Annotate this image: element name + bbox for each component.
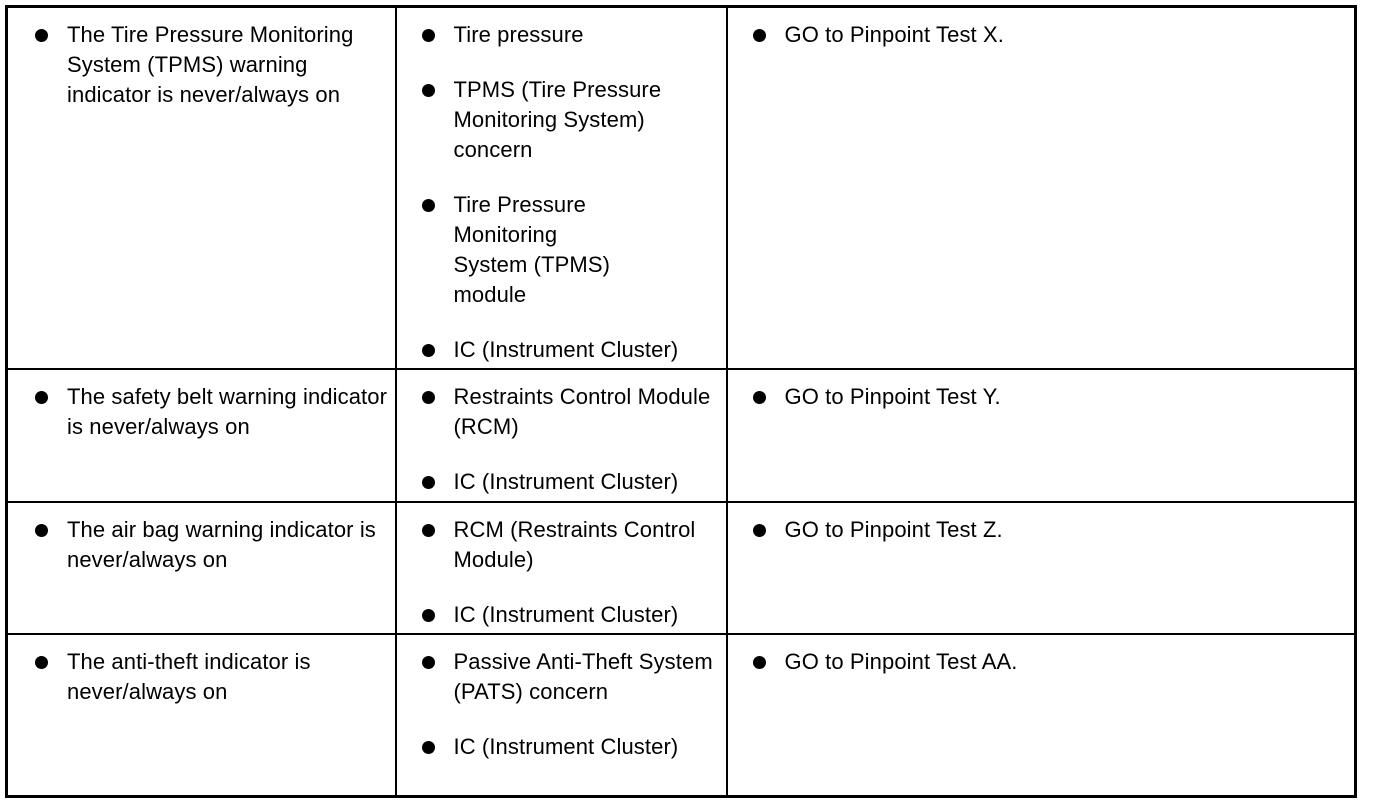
action-text: GO to Pinpoint Test X. <box>784 22 1004 47</box>
source-text: TPMS (Tire Pressure Monitoring System) concern <box>453 77 662 162</box>
condition-cell <box>7 634 396 797</box>
condition-text: The Tire Pressure Monitoring System (TPMS) warning indicator is never/always on <box>67 22 354 107</box>
bullet-icon <box>753 29 766 42</box>
action-cell <box>727 7 1356 369</box>
source-text: Passive Anti-Theft System (PATS) concern <box>453 648 713 704</box>
condition-cell <box>7 369 396 502</box>
source-text: Restraints Control Module (RCM) <box>453 383 711 439</box>
list-item <box>8 382 395 442</box>
list-item <box>728 382 1355 412</box>
possible-sources-cell <box>396 7 727 369</box>
list-item <box>397 382 726 442</box>
condition-text: The air bag warning indicator is never/always on <box>67 516 376 572</box>
list-item <box>728 647 1355 677</box>
action-text: GO to Pinpoint Test Z. <box>784 516 1003 542</box>
bullet-icon <box>422 524 435 537</box>
bullet-icon <box>753 524 766 537</box>
bullet-icon <box>422 476 435 489</box>
action-cell <box>727 369 1356 502</box>
condition-text: The safety belt warning indicator is never/always on <box>67 383 388 439</box>
bullet-icon <box>422 29 435 42</box>
list-item <box>397 335 726 365</box>
bullet-icon <box>422 391 435 404</box>
bullet-icon <box>35 391 48 404</box>
action-cell <box>727 502 1356 634</box>
table-row <box>7 502 1356 634</box>
list-item <box>397 467 726 497</box>
list-item <box>728 515 1355 545</box>
source-text: IC (Instrument Cluster) <box>453 733 679 759</box>
bullet-icon <box>422 344 435 357</box>
possible-sources-cell <box>396 369 727 502</box>
table-row <box>7 7 1356 369</box>
list-item <box>8 20 395 110</box>
possible-sources-cell <box>396 502 727 634</box>
list-item <box>728 20 1355 50</box>
list-item <box>397 75 726 165</box>
list-item <box>397 732 726 762</box>
bullet-icon <box>35 524 48 537</box>
action-text: GO to Pinpoint Test Y. <box>784 383 1001 409</box>
source-text: Tire Pressure Monitoring System (TPMS) module <box>453 192 611 307</box>
bullet-icon <box>753 656 766 669</box>
source-text: Tire pressure <box>453 22 584 47</box>
bullet-icon <box>35 29 48 42</box>
table-row <box>7 369 1356 502</box>
action-cell <box>727 634 1356 797</box>
symptom-chart-table <box>5 5 1357 798</box>
source-text: IC (Instrument Cluster) <box>453 601 679 627</box>
list-item <box>397 20 726 50</box>
list-item <box>397 600 726 630</box>
bullet-icon <box>422 199 435 212</box>
possible-sources-cell <box>396 634 727 797</box>
bullet-icon <box>422 656 435 669</box>
source-text: IC (Instrument Cluster) <box>453 337 679 362</box>
condition-text: The anti-theft indicator is never/always on <box>67 648 311 704</box>
bullet-icon <box>35 656 48 669</box>
source-text: IC (Instrument Cluster) <box>453 468 679 494</box>
list-item <box>397 647 726 707</box>
table-row <box>7 634 1356 797</box>
bullet-icon <box>753 391 766 404</box>
list-item <box>397 515 726 575</box>
condition-cell <box>7 7 396 369</box>
bullet-icon <box>422 741 435 754</box>
bullet-icon <box>422 609 435 622</box>
action-text: GO to Pinpoint Test AA. <box>784 648 1018 674</box>
source-text: RCM (Restraints Control Module) <box>453 516 696 572</box>
condition-cell <box>7 502 396 634</box>
list-item <box>8 515 395 575</box>
list-item <box>397 190 726 310</box>
list-item <box>8 647 395 707</box>
bullet-icon <box>422 84 435 97</box>
